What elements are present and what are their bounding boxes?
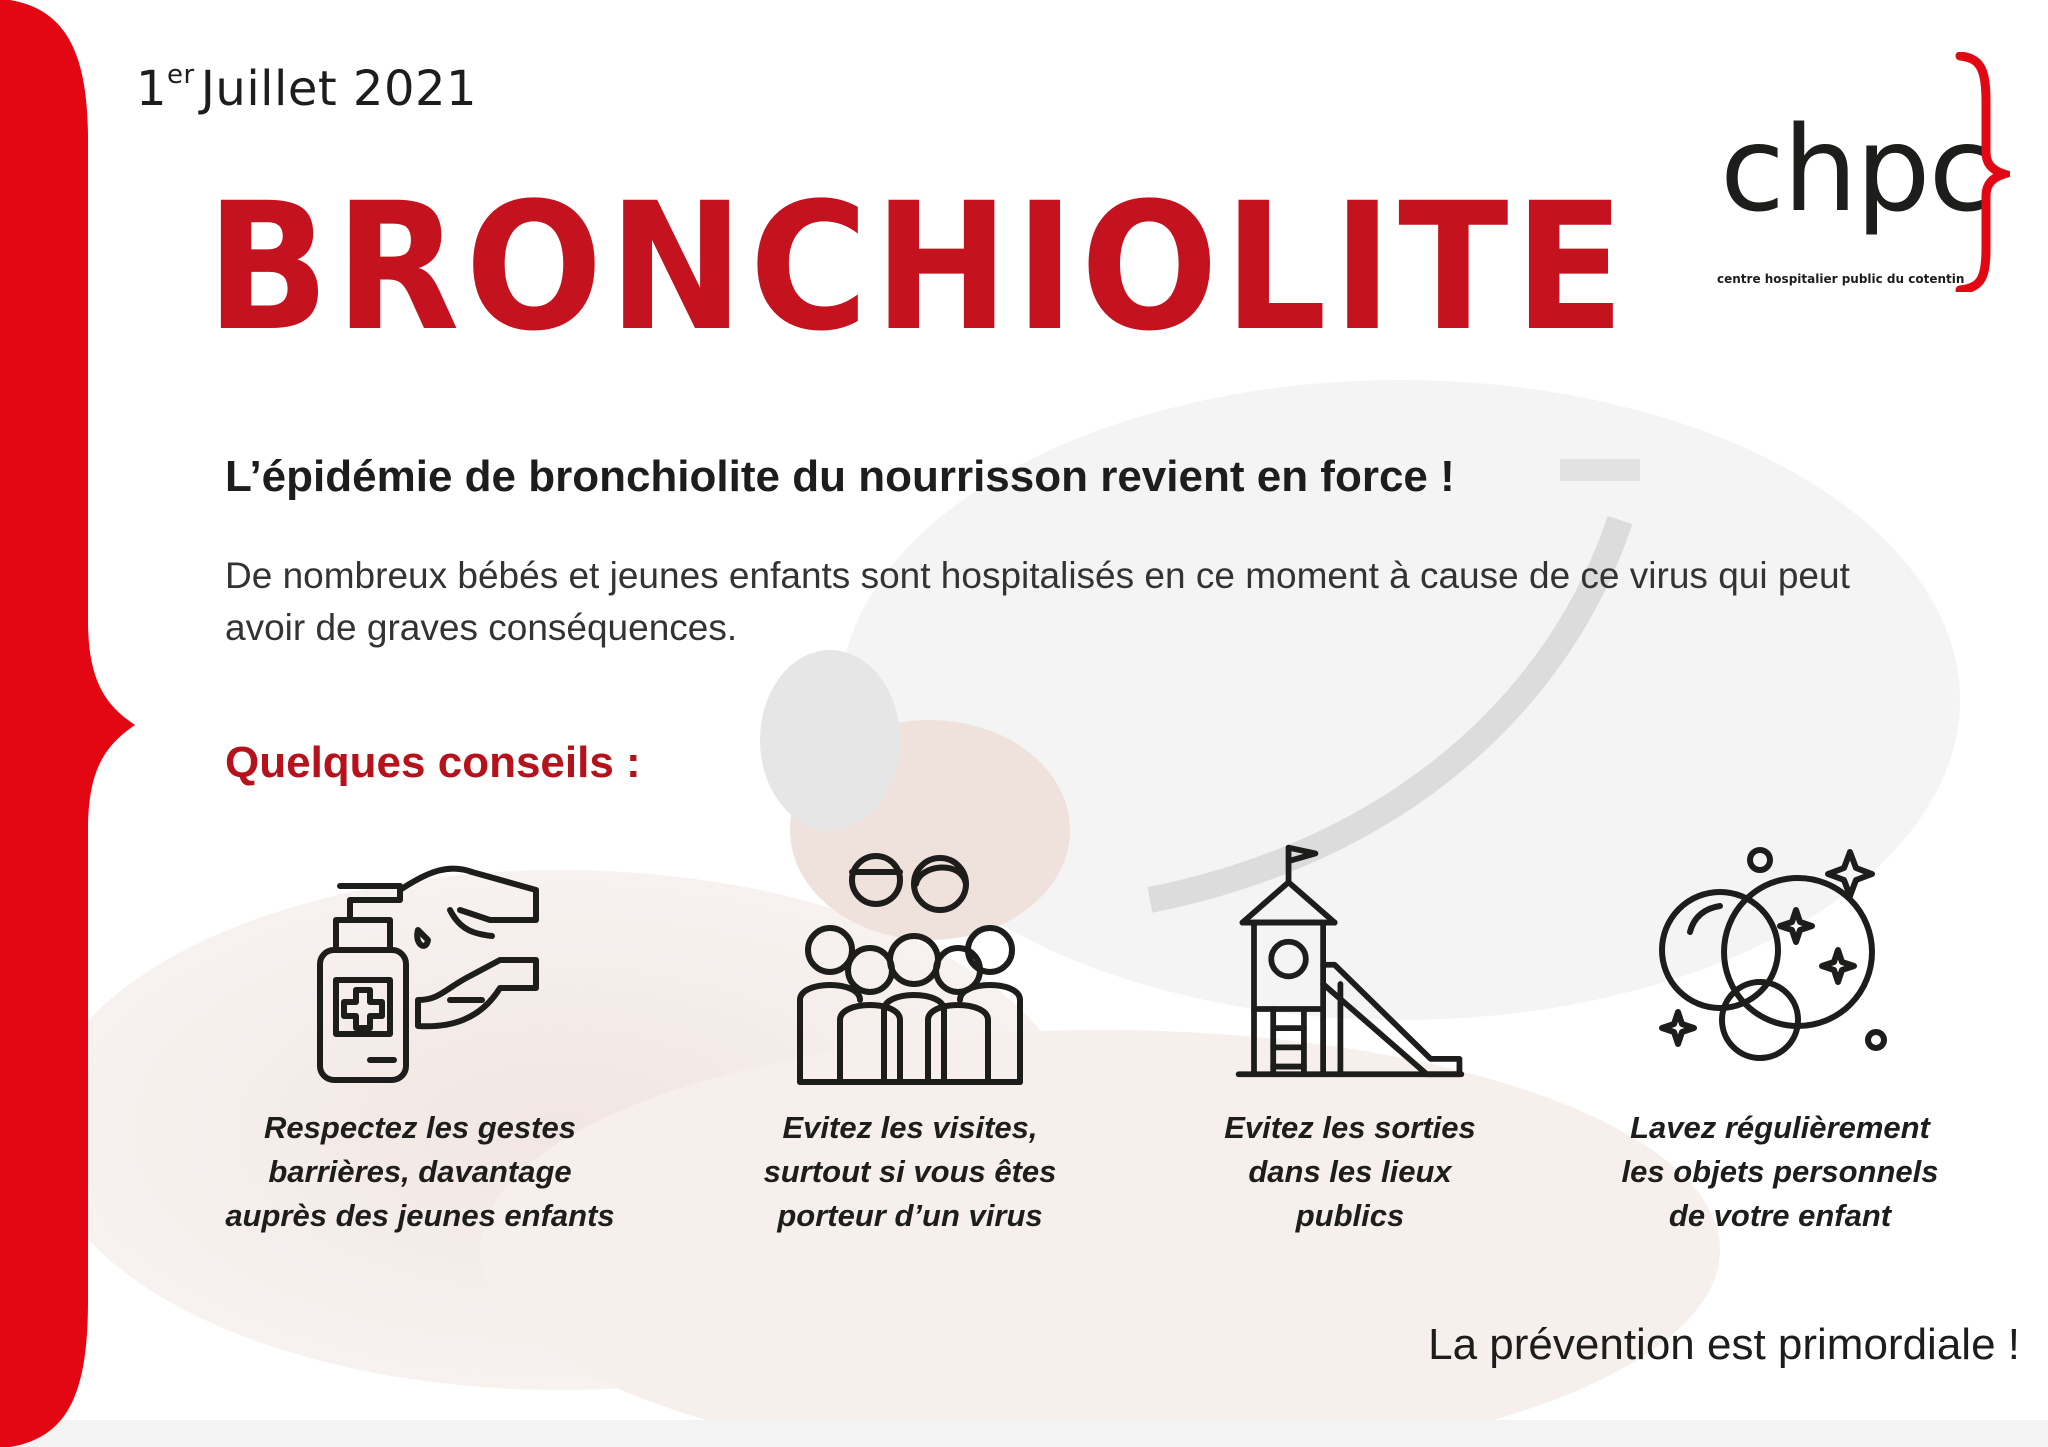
prevention-footer: La prévention est primordiale ! xyxy=(1428,1320,2020,1369)
hand-sanitizer-icon xyxy=(300,850,540,1090)
red-brace-decoration xyxy=(0,0,150,1447)
advice-heading: Quelques conseils : xyxy=(225,738,641,787)
logo-wordmark: chpc xyxy=(1720,100,1992,238)
tip-4-label: Lavez régulièrement les objets personnels de votre enfant xyxy=(1621,1110,1939,1233)
publication-date: 1er Juillet 2021 xyxy=(136,60,478,117)
chpc-logo xyxy=(1695,52,2015,292)
logo-subtitle: centre hospitalier public du cotentin xyxy=(1717,272,1965,286)
headline: L’épidémie de bronchiolite du nourrisson revient en force ! xyxy=(225,452,1455,501)
tip-3-label: Evitez les sorties dans les lieux publics xyxy=(1224,1110,1476,1233)
logo-brace-icon xyxy=(1950,52,2010,292)
tip-1-label: Respectez les gestes barrières, davantage auprès des jeunes enfants xyxy=(225,1110,615,1233)
crowd-family-icon xyxy=(790,850,1030,1090)
page-title: BRONCHIOLITE xyxy=(206,165,1631,370)
tip-2-label: Evitez les visites, surtout si vous êtes porteur d’un virus xyxy=(763,1110,1057,1233)
soap-bubbles-icon xyxy=(1650,840,1890,1080)
playground-slide-icon xyxy=(1230,840,1470,1080)
body-paragraph: De nombreux bébés et jeunes enfants sont hospitalisés en ce moment à cause de ce virus qui peut avoir de graves conséquences. xyxy=(225,555,1850,648)
